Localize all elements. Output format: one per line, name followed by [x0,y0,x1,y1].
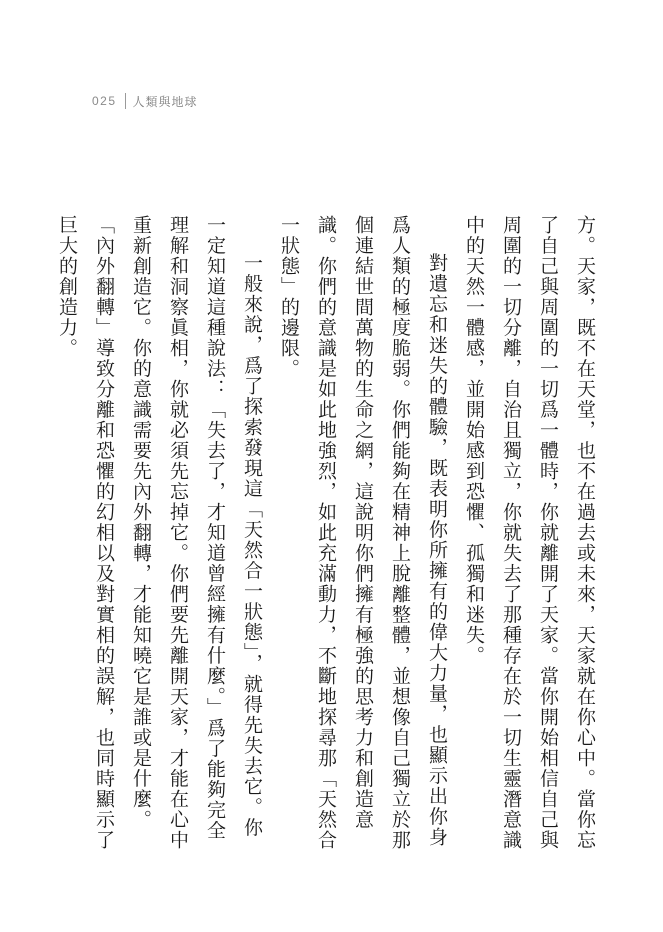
page-number: 025 [92,94,117,108]
running-head [92,92,198,110]
paragraph: 一般來說，爲了探索發現這「天然合一狀態」，就得先失去它。你一定知道這種說法：「失去了，才知道曾經擁有什麼。」爲了能夠完全理解和洞察眞相，你就必須先忘掉它。你們要先離開天家，才能在心中重新創造它。你的意識需要先內外翻轉，才能知曉它是誰或是什麼。「內外翻轉」導致分離和恐懼的幻相以及對實相的誤解，也同時顯示了巨大的創造力。 [56,215,263,851]
header-divider [125,93,126,109]
paragraph: 對遺忘和迷失的體驗，既表明你所擁有的偉大力量，也顯示出你身爲人類的極度脆弱。你們能夠在精神上脫離整體，並想像自己獨立於那個連結世間萬物的生命之網，這說明你們擁有極強的思考力和創造意識。你們的意識是如此地強烈，如此充滿動力，不斷地探尋那「天然合一狀態」的邊限。 [278,215,448,851]
vertical-body-text [56,215,603,855]
paragraph-continuation: 方。天家，既不在天堂，也不在過去或未來，天家就在你心中。當你忘了自己與周圍的一切爲一體時，你就離開了天家。當你開始相信自己與周圍的一切分離，自治且獨立，你就失去了那種存在於一切生靈潛意識中的天然一體感，並開始感到恐懼、孤獨和迷失。 [463,215,596,851]
chapter-title: 人類與地球 [132,94,198,109]
